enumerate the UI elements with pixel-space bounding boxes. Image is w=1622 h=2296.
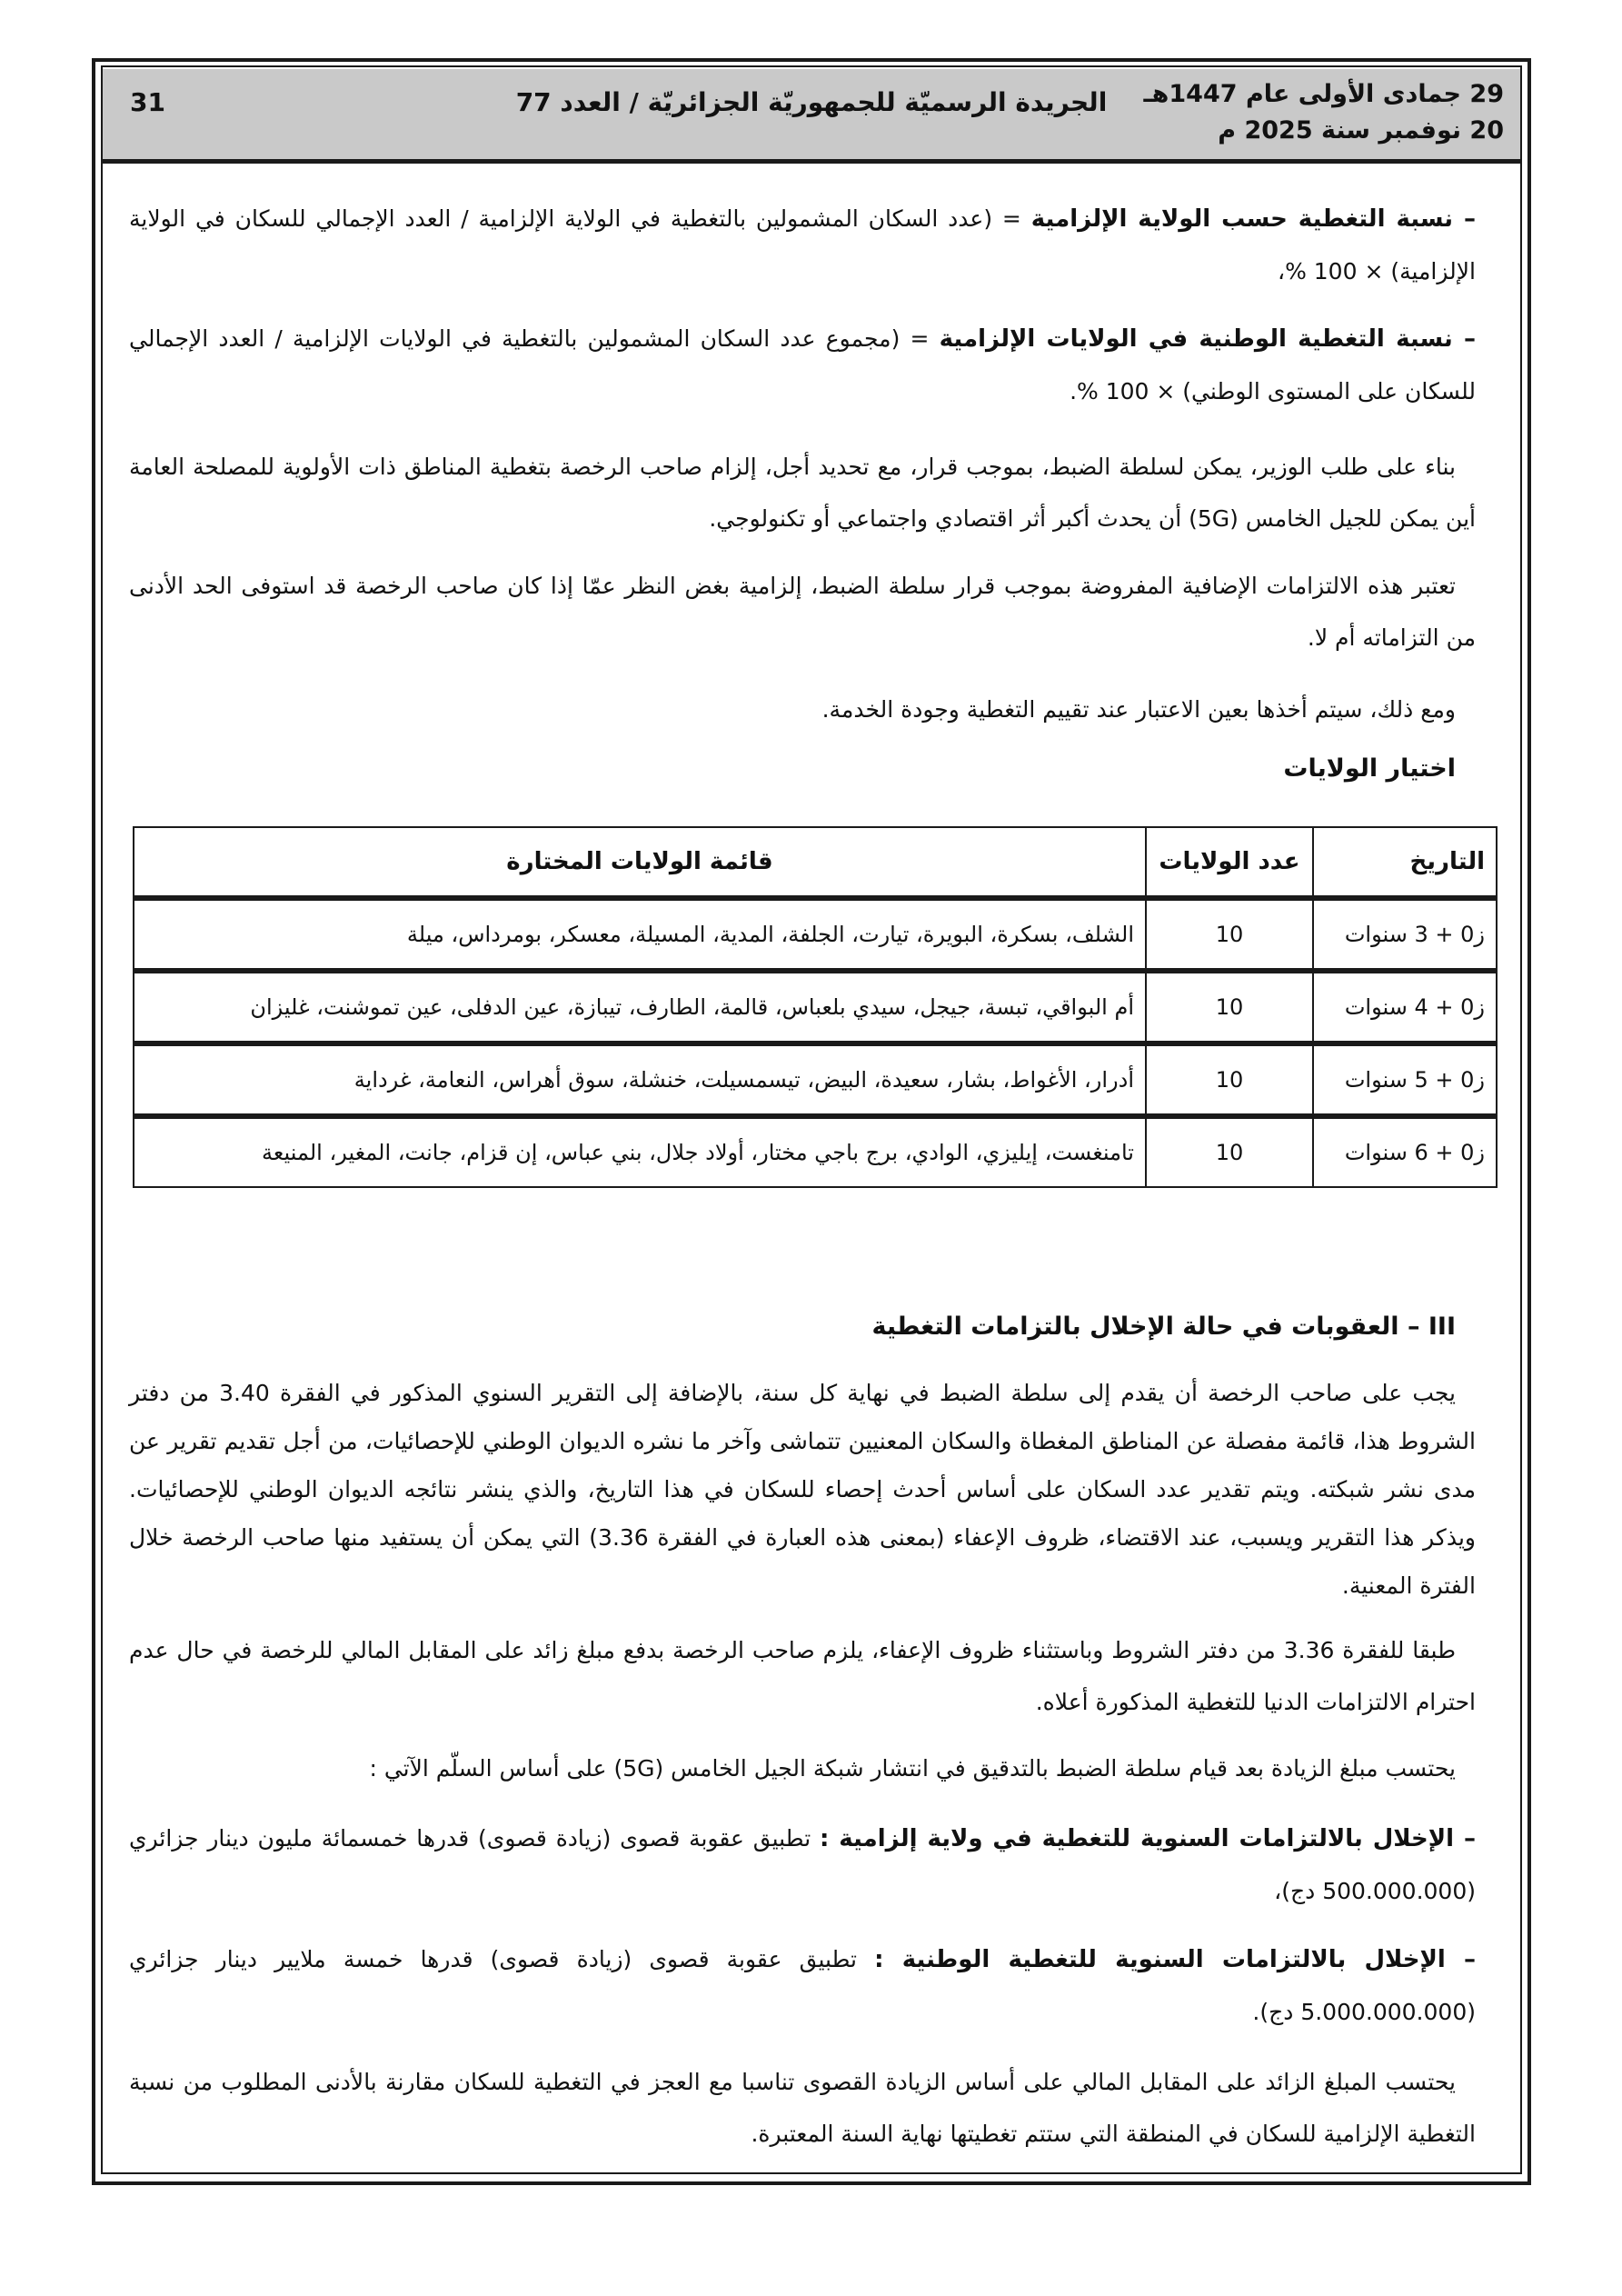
paragraph-scale bbox=[129, 1742, 1476, 1794]
heading-text: اختيار الولايات bbox=[1283, 754, 1456, 783]
selection-heading bbox=[129, 743, 1476, 794]
heading-text: III – العقوبات في حالة الإخلال بالتزامات التغطية bbox=[871, 1313, 1456, 1341]
cell-date: ز0 + 6 سنوات bbox=[1313, 1116, 1497, 1187]
breach-label: – الإخلال بالالتزامات السنوية للتغطية الوطنية : bbox=[874, 1946, 1477, 1973]
cell-list: الشلف، بسكرة، البويرة، تيارت، الجلفة، المدية، المسيلة، معسكر، بومرداس، ميلة bbox=[134, 898, 1146, 971]
paragraph-text: تعتبر هذه الالتزامات الإضافية المفروضة بموجب قرار سلطة الضبط، إلزامية بغض النظر عمّا إذا كان صاحب الرخصة قد استوفى الحد الأدنى من التزاماته أم لا. bbox=[129, 573, 1476, 651]
gregorian-date: 20 نوفمبر سنة 2025 م bbox=[1218, 116, 1504, 145]
table-row bbox=[134, 971, 1497, 1043]
page-header bbox=[103, 69, 1520, 164]
breach-text: تطبيق عقوبة قصوى (زيادة قصوى) قدرها خمسة ملايير دينار جزائري (5.000.000.000 دج). bbox=[129, 1946, 1476, 2025]
gazette-title: الجريدة الرسميّة للجمهوريّة الجزائريّة / العدد 77 bbox=[515, 87, 1108, 117]
cell-date: ز0 + 5 سنوات bbox=[1313, 1043, 1497, 1116]
page-number: 31 bbox=[130, 87, 165, 117]
paragraph-text: ومع ذلك، سيتم أخذها بعين الاعتبار عند تقييم التغطية وجودة الخدمة. bbox=[821, 696, 1456, 723]
paragraph-text: بناء على طلب الوزير، يمكن لسلطة الضبط، بموجب قرار، مع تحديد أجل، إلزام صاحب الرخصة بتغطية المناطق ذات الأولوية للمصلحة العامة أين يمكن للجيل الخامس (5G) أن يحدث أكبر أثر اقتصادي واجتماعي أو تكنولوجي. bbox=[129, 454, 1476, 532]
cell-date: ز0 + 3 سنوات bbox=[1313, 898, 1497, 971]
col-header-count: عدد الولايات bbox=[1146, 827, 1313, 898]
cell-count: 10 bbox=[1146, 1116, 1313, 1187]
breach-label: – الإخلال بالالتزامات السنوية للتغطية في ولاية إلزامية : bbox=[819, 1825, 1476, 1852]
formula-label: – نسبة التغطية حسب الولاية الإلزامية bbox=[1030, 205, 1477, 233]
hijri-date: 29 جمادى الأولى عام 1447هـ bbox=[1143, 80, 1504, 108]
paragraph-national-coverage bbox=[129, 313, 1476, 417]
breach-text: تطبيق عقوبة قصوى (زيادة قصوى) قدرها خمسمائة مليون دينار جزائري (500.000.000 دج)، bbox=[129, 1825, 1476, 1904]
paragraph-text: طبقا للفقرة 3.36 من دفتر الشروط وباستثناء ظروف الإعفاء، يلزم صاحب الرخصة بدفع مبلغ زائد على المقابل المالي للرخصة في حال عدم احترام الالتزامات الدنيا للتغطية المذكورة أعلاه. bbox=[129, 1637, 1476, 1715]
wilaya-selection-table bbox=[133, 826, 1498, 1188]
table-row bbox=[134, 1043, 1497, 1116]
formula-text: = (مجموع عدد السكان المشمولين بالتغطية في الولايات الإلزامية / العدد الإجمالي للسكان على المستوى الوطني) × 100 %. bbox=[129, 325, 1476, 404]
cell-date: ز0 + 4 سنوات bbox=[1313, 971, 1497, 1043]
cell-list: أدرار، الأغواط، بشار، سعيدة، البيض، تيسمسيلت، خنشلة، سوق أهراس، النعامة، غرداية bbox=[134, 1043, 1146, 1116]
cell-list: أم البواقي، تبسة، جيجل، سيدي بلعباس، قالمة، الطارف، تيبازة، عين الدفلى، عين تموشنت، غليزان bbox=[134, 971, 1146, 1043]
paragraph-surcharge-calculation bbox=[129, 2056, 1476, 2160]
section-3-heading bbox=[129, 1301, 1476, 1353]
paragraph-additional-obligations bbox=[129, 560, 1476, 664]
cell-list: تامنغست، إيليزي، الوادي، برج باجي مختار، أولاد جلال، بني عباس، إن قزام، جانت، المغير، المنيعة bbox=[134, 1116, 1146, 1187]
paragraph-text: يحتسب مبلغ الزيادة بعد قيام سلطة الضبط بالتدقيق في انتشار شبكة الجيل الخامس (5G) على أساس السلّم الآتي : bbox=[369, 1755, 1456, 1782]
paragraph-surcharge bbox=[129, 1624, 1476, 1728]
cell-count: 10 bbox=[1146, 898, 1313, 971]
paragraph-national-breach bbox=[129, 1933, 1476, 2038]
formula-label: – نسبة التغطية الوطنية في الولايات الإلزامية bbox=[939, 325, 1476, 353]
paragraph-annual-report bbox=[129, 1369, 1476, 1610]
table-row bbox=[134, 1116, 1497, 1187]
table-row bbox=[134, 898, 1497, 971]
paragraph-evaluation bbox=[129, 684, 1476, 735]
paragraph-text: يجب على صاحب الرخصة أن يقدم إلى سلطة الضبط في نهاية كل سنة، بالإضافة إلى التقرير السنوي المذكور في الفقرة 3.40 من دفتر الشروط هذا، قائمة مفصلة عن المناطق المغطاة والسكان المعنيين تتماشى وآخر ما نشره الديوان الوطني للإحصائيات، من أجل تقديم تقرير عن مدى نشر شبكته. ويتم تقدير عدد السكان على أساس أحدث إحصاء للسكان في هذا التاريخ، والذي ينشر نتائجه الديوان الوطني للإحصائيات. ويذكر هذا التقرير ويسبب، عند الاقتضاء، ظروف الإعفاء (بمعنى هذه العبارة في الفقرة 3.36) التي يمكن أن يستفيد منها صاحب الرخصة خلال الفترة المعنية. bbox=[129, 1380, 1476, 1599]
cell-count: 10 bbox=[1146, 971, 1313, 1043]
paragraph-coverage-per-wilaya bbox=[129, 193, 1476, 297]
paragraph-wilaya-breach bbox=[129, 1812, 1476, 1917]
cell-count: 10 bbox=[1146, 1043, 1313, 1116]
paragraph-text: يحتسب المبلغ الزائد على المقابل المالي على أساس الزيادة القصوى تناسبا مع العجز في التغطية للسكان مقارنة بالأدنى المطلوب من نسبة التغطية الإلزامية للسكان في المنطقة التي ستتم تغطيتها نهاية السنة المعتبرة. bbox=[129, 2069, 1476, 2147]
formula-text: = (عدد السكان المشمولين بالتغطية في الولاية الإلزامية / العدد الإجمالي للسكان في الولاية الإلزامية) × 100 %، bbox=[129, 205, 1476, 285]
col-header-date: التاريخ bbox=[1313, 827, 1497, 898]
paragraph-priority-areas bbox=[129, 441, 1476, 544]
table-header-row bbox=[134, 827, 1497, 898]
col-header-list: قائمة الولايات المختارة bbox=[134, 827, 1146, 898]
